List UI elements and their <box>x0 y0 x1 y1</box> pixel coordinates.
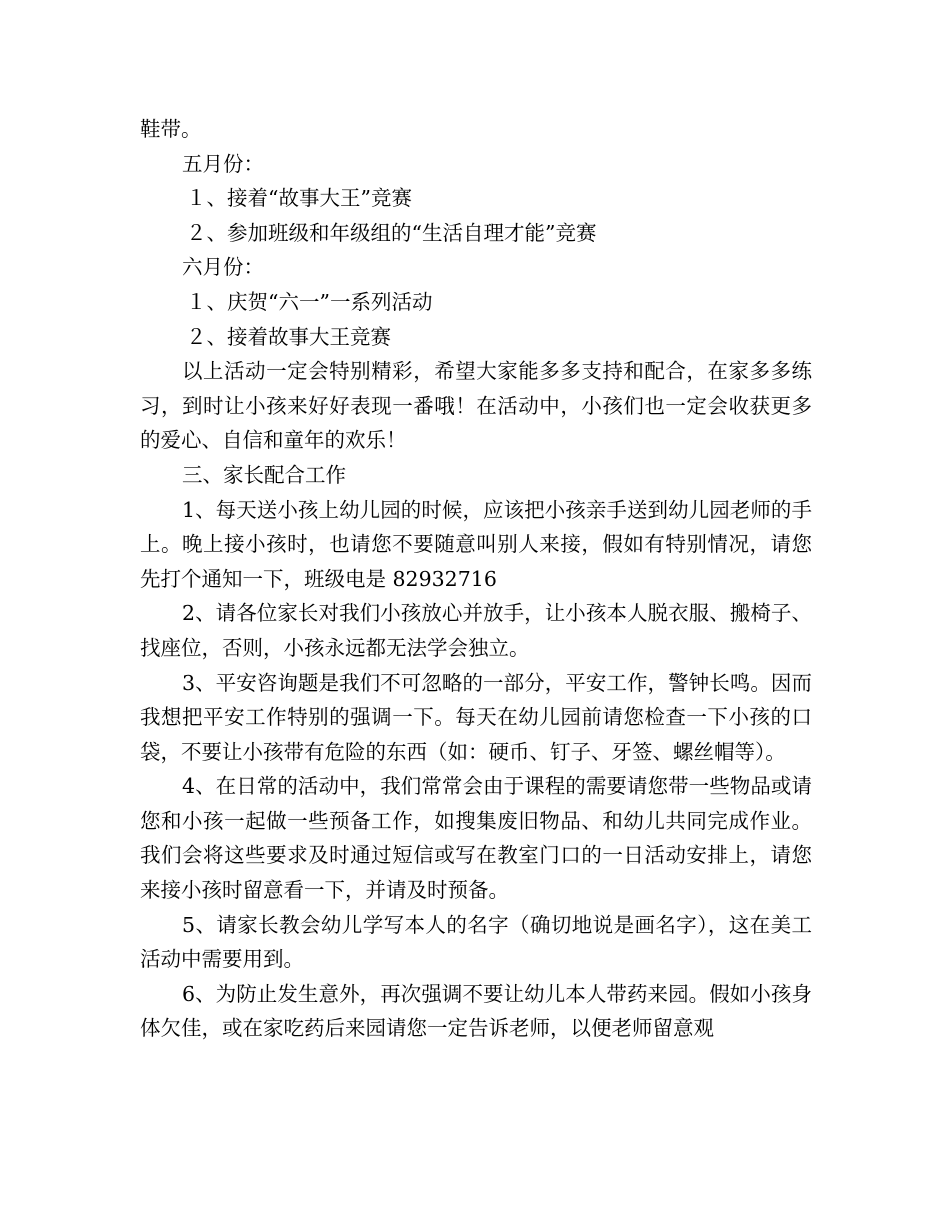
list-item-may-2: ２、参加班级和年级组的“生活自理才能”竞赛 <box>186 220 597 245</box>
paragraph-item-5: 5、请家长教会幼儿学写本人的名字（确切地说是画名字），这在美工活动中需要用到。 <box>140 912 812 972</box>
paragraph-item-6: 6、为防止发生意外，再次强调不要让幼儿本人带药来园。假如小孩身体欠佳，或在家吃药后来园请您一定告诉老师，以便老师留意观 <box>140 981 812 1041</box>
paragraph-summary: 以上活动一定会特别精彩，希望大家能多多支持和配合，在家多多练习，到时让小孩来好好表现一番哦！在活动中，小孩们也一定会收获更多的爱心、自信和童年的欢乐！ <box>140 359 812 453</box>
heading-may: 五月份： <box>182 151 264 176</box>
paragraph-item-4: 4、在日常的活动中，我们常常会由于课程的需要请您带一些物品或请您和小孩一起做一些预备工作，如搜集废旧物品、和幼儿共同完成作业。我们会将这些要求及时通过短信或写在教室门口的一日活动安排上，请您来接小孩时留意看一下，并请及时预备。 <box>140 774 812 903</box>
paragraph-continuation: 鞋带。 <box>140 117 202 141</box>
paragraph-item-3: 3、平安咨询题是我们不可忽略的一部分，平安工作，警钟长鸣。因而我想把平安工作特别的强调一下。每天在幼儿园前请您检查一下小孩的口袋，不要让小孩带有危险的东西（如：硬币、钉子、牙签、螺丝帽等）。 <box>140 670 812 764</box>
list-item-june-1: １、庆贺“六一”一系列活动 <box>186 289 433 314</box>
list-item-june-2: ２、接着故事大王竞赛 <box>186 324 391 349</box>
paragraph-item-1: 1、每天送小孩上幼儿园的时候，应该把小孩亲手送到幼儿园老师的手上。晚上接小孩时，也请您不要随意叫别人来接，假如有特别情况，请您先打个通知一下，班级电是 82932716 <box>140 497 812 591</box>
document-body <box>140 112 812 1046</box>
paragraph-item-2: 2、请各位家长对我们小孩放心并放手，让小孩本人脱衣服、搬椅子、找座位，否则，小孩永远都无法学会独立。 <box>140 601 812 660</box>
section-heading-parent-cooperation: 三、家长配合工作 <box>182 462 346 487</box>
heading-june: 六月份： <box>182 255 264 280</box>
list-item-may-1: １、接着“故事大王”竞赛 <box>186 186 412 211</box>
